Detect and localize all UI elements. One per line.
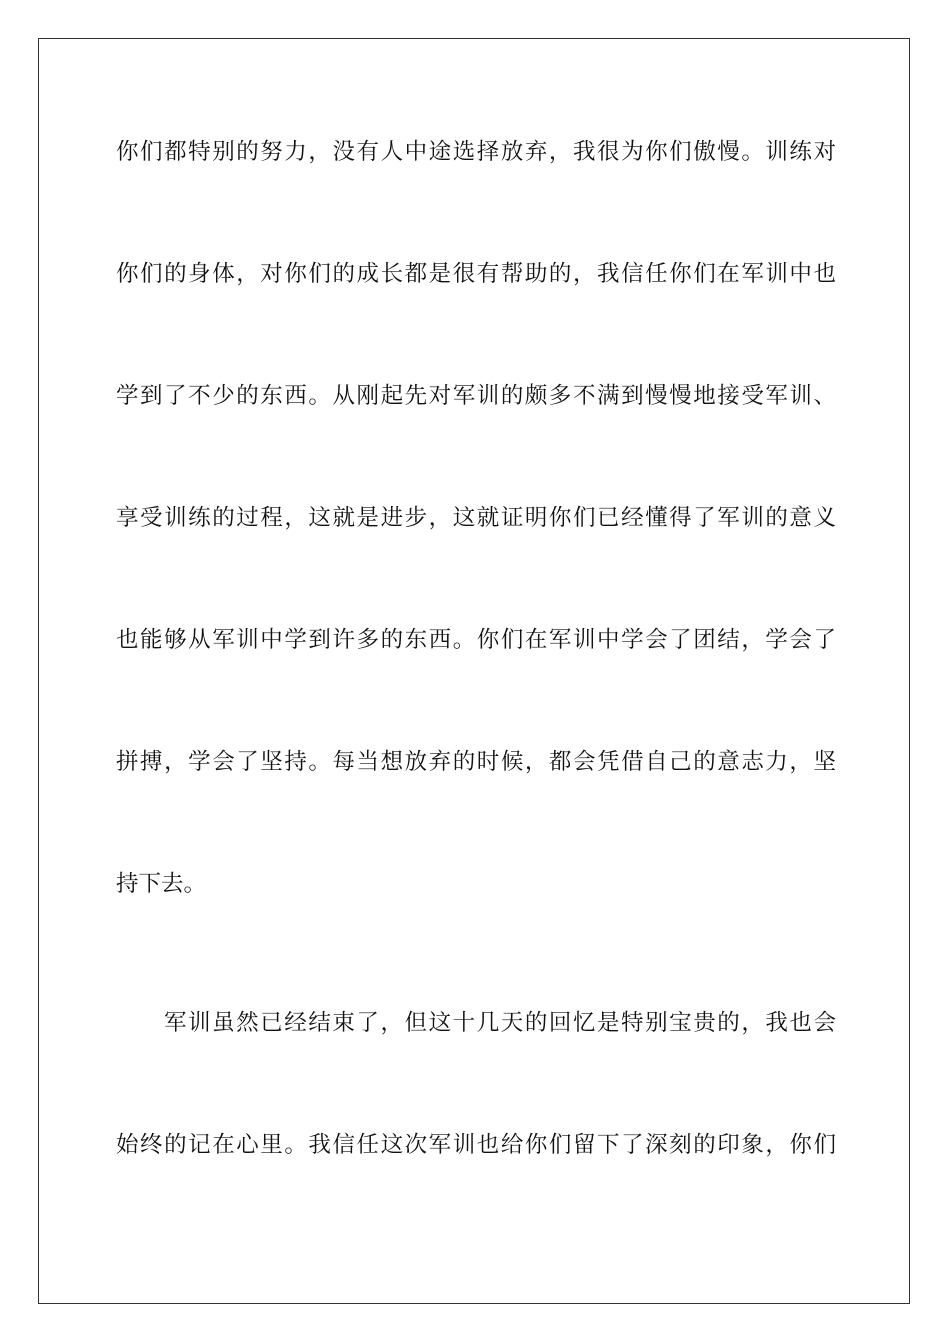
text-line: 享受训练的过程，这就是进步，这就证明你们已经懂得了军训的意义 [116, 505, 836, 531]
page-border [38, 38, 910, 1304]
text-line: 学到了不少的东西。从刚起先对军训的颇多不满到慢慢地接受军训、 [116, 383, 836, 409]
text-line: 你们都特别的努力，没有人中途选择放弃，我很为你们傲慢。训练对 [116, 139, 836, 165]
text-line: 始终的记在心里。我信任这次军训也给你们留下了深刻的印象，你们 [116, 1132, 836, 1158]
text-line: 军训虽然已经结束了，但这十几天的回忆是特别宝贵的，我也会 [164, 1010, 836, 1036]
text-line: 也能够从军训中学到许多的东西。你们在军训中学会了团结，学会了 [116, 627, 836, 653]
text-line: 你们的身体，对你们的成长都是很有帮助的，我信任你们在军训中也 [116, 261, 836, 287]
text-line: 持下去。 [116, 871, 207, 897]
text-line: 拼搏，学会了坚持。每当想放弃的时候，都会凭借自己的意志力，坚 [116, 749, 836, 775]
